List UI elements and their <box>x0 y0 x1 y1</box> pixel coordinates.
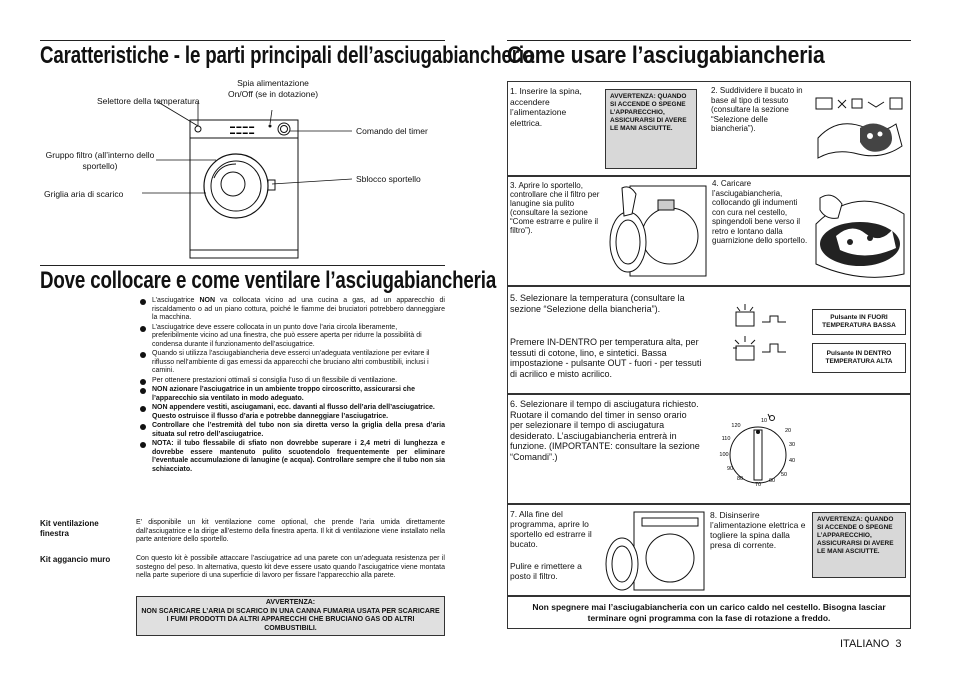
laundry-icon <box>810 90 906 170</box>
dial-number: 50 <box>780 472 788 478</box>
ventilation-bullets <box>140 297 445 474</box>
bullet-item: Controllare che l’estremità del tubo non sia diretta verso la griglia della presa d’aria situata sul retro dell’asciugatrice. <box>140 422 445 439</box>
step-7a-text: 7. Alla fine del programma, aprire lo sportello ed estrarre il bucato. <box>510 509 592 549</box>
dial-number: 110 <box>721 436 731 442</box>
dial-number: 30 <box>788 442 796 448</box>
warning-box-exhaust <box>136 596 445 636</box>
timer-dial-icon <box>716 412 802 498</box>
kit-hook-text: Con questo kit è possibile attaccare l’asciugatrice ad una parete con un’adeguata resistenza per il sostegno del peso. In alternativa, questo kit deve essere usato quando l’asciugatrice viene montata nella parte superiore di una superficie di lavoro per fissare l’apparecchio alla parete. <box>136 555 445 579</box>
bullet-item: NON appendere vestiti, asciugamani, ecc. davanti al flusso dell’aria dell’asciugatrice. Questo ostruisce il flusso d’aria e potrebbe danneggiare l’asciugatrice. <box>140 404 445 421</box>
warning-title: AVVERTENZA: <box>265 599 316 606</box>
dial-number: 70 <box>754 482 762 488</box>
dial-number: 20 <box>784 428 792 434</box>
kit-hook-label: Kit aggancio muro <box>40 555 111 564</box>
warning-text: NON SCARICARE L’ARIA DI SCARICO IN UNA CANNA FUMARIA USATA PER SCARICARE I FUMI PRODOTTI DA ALTRI APPARECCHI CHE BRUCIANO GAS OD ALTRI COMBUSTIBILI. <box>141 607 440 632</box>
page-number: ITALIANO 3 <box>840 638 902 650</box>
step-1-warning: AVVERTENZA: QUANDO SI ACCENDE O SPEGNE L’APPARECCHIO, ASSICURARSI DI AVERE LE MANI ASCIUTTE. <box>605 89 697 169</box>
remove-laundry-icon <box>596 508 706 594</box>
title-how-to-use: Come usare l’asciugabiancheria <box>507 42 825 69</box>
loading-drum-icon <box>810 184 908 280</box>
step-5b-text: Premere IN-DENTRO per temperatura alta, per tessuti di cotone, lino, e sintetici. Bassa impostazione - pulsante OUT - fuori - per tessuti di acrilico e misto acrilico. <box>510 337 702 379</box>
svg-text:▬ ▬ ▬ ▬: ▬ ▬ ▬ ▬ <box>230 124 255 130</box>
step-7b-text: Pulire e rimettere a posto il filtro. <box>510 561 582 581</box>
dial-number: 100 <box>719 452 729 458</box>
button-in-label: Pulsante IN DENTRO TEMPERATURA ALTA <box>812 343 906 373</box>
dial-number: 120 <box>731 423 741 429</box>
step-5a-text: 5. Selezionare la temperatura (consultare la sezione “Selezione della biancheria”). <box>510 293 685 314</box>
title-placement: Dove collocare e come ventilare l’asciugabiancheria <box>40 267 497 294</box>
label-filter-group: Gruppo filtro (all’interno dello sportello) <box>45 150 155 171</box>
button-out-label: Pulsante IN FUORI TEMPERATURA BASSA <box>812 309 906 335</box>
bullet-item: NOTA: il tubo flessabile di sfiato non dovrebbe superare i 2,4 metri di lunghezza e dovrebbe essere mantenuto pulito scuotendolo frequentemente per eliminare l’eventuale accumulazione di lanugine (e acqua). Controllare sempre che il tubo non sia schiacciato. <box>140 440 445 474</box>
button-in-icon <box>733 336 786 360</box>
dial-number: 40 <box>788 458 796 464</box>
dial-number: 90 <box>726 466 734 472</box>
step-8-warning: AVVERTENZA: QUANDO SI ACCENDE O SPEGNE L’APPARECCHIO, ASSICURARSI DI AVERE LE MANI ASCIUTTE. <box>812 512 906 578</box>
temperature-button-icons <box>730 302 810 372</box>
step-1-text: 1. Inserire la spina, accendere l’alimentazione elettrica. <box>510 86 582 128</box>
button-out-icon <box>736 304 786 326</box>
label-temp-selector: Selettore della temperatura <box>97 96 200 106</box>
label-exhaust-grille: Griglia aria di scarico <box>44 189 124 199</box>
bullet-item: L’asciugatrice deve essere collocata in un punto dove l’aria circola liberamente, preferibilmente vicino ad una finestra, che può essere aperta per ridurre la possibilità di condensa durante il funzionamento dell’asciugatrice. <box>140 324 445 350</box>
step-4-text: 4. Caricare l’asciugabiancheria, collocando gli indumenti con cura nel cestello, spingendoli bene verso il retro e lontano dalla guarnizione dello sportello. <box>712 179 808 245</box>
step-6-text: 6. Selezionare il tempo di asciugatura richiesto. Ruotare il comando del timer in senso orario per selezionare il tempo di asciugatura desiderato. L’asciugabiancheria entrerà in funzione. (IMPORTANTE: consultare la sezione “Comandi”.) <box>510 399 700 462</box>
dial-number: 80 <box>736 476 744 482</box>
title-features: Caratteristiche - le parti principali dell’asciugabiancheria <box>40 42 535 69</box>
label-door-release: Sblocco sportello <box>356 174 421 184</box>
step-2-text: 2. Suddividere il bucato in base al tipo di tessuto (consultare la sezione “Selezione delle biancheria”). <box>711 86 803 133</box>
footer-note-box: Non spegnere mai l’asciugabiancheria con un carico caldo nel cestello. Bisogna lasciar terminare ogni programma con la fase di rotazione a freddo. <box>507 596 911 629</box>
bullet-item: L’asciugatrice NON va collocata vicino ad una cucina a gas, ad un apparecchio di riscaldamento o ad un piano cottura, poiché le fiamme dei bruciatori potrebbero danneggiare la macchina. <box>140 297 445 323</box>
kit-vent-text: E’ disponibile un kit ventilazione come optional, che prende l’aria umida direttamente dall’asciugatrice e la dirige all’esterno della finestra aperta. Il kit di ventilazione viene installato nella parte anteriore dello sportello. <box>136 519 445 543</box>
label-timer: Comando del timer <box>356 126 428 136</box>
step-3-text: 3. Aprire lo sportello, controllare che il filtro per lanugine sia pulito (consultare la sezione “Come estrarre e pulire il filtro”). <box>510 181 600 235</box>
bullet-item: Per ottenere prestazioni ottimali si consiglia l’uso di un flessibile di ventilazione. <box>140 377 445 386</box>
dial-number: 60 <box>768 478 776 484</box>
open-door-filter-icon <box>602 180 708 282</box>
label-power-light: Spia alimentazione On/Off (se in dotazione) <box>227 78 319 99</box>
svg-text:▬ ▬ ▬ ▬: ▬ ▬ ▬ ▬ <box>230 130 255 136</box>
kit-vent-label: Kit ventilazione finestra <box>40 519 99 538</box>
step-8-text: 8. Disinserire l’alimentazione elettrica e togliere la spina dalla presa di corrente. <box>710 510 806 550</box>
bullet-item: NON azionare l’asciugatrice in un ambiente troppo circoscritto, assicurarsi che l’apparecchio sia ventilato in modo adeguato. <box>140 386 445 403</box>
bullet-item: Quando si utilizza l’asciugabiancheria deve esserci un’adeguata ventilazione per evitare il riflusso nell’ambiente di gas emessi da apparecchi che bruciano altri combustibili, inclusi i camini. <box>140 350 445 376</box>
dial-number: 10 <box>760 418 768 424</box>
